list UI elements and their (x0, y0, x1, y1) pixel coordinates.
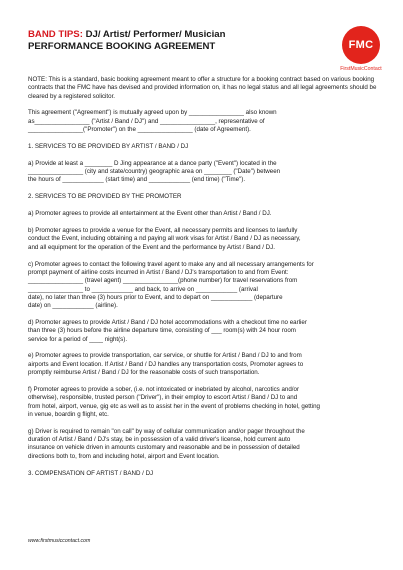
s2-c-line-1: c) Promoter agrees to contact the following travel agent to make any and all necessary arrangements for (28, 260, 314, 268)
s2-b-line-1: b) Promoter agrees to provide a venue for the Event, all necessary permits and licenses to lawfully (28, 227, 298, 235)
s2-c-line-3: ________________ (travel agent) ________________(phone number) for travel reservations from (28, 277, 298, 285)
document-header (28, 29, 225, 40)
s2-c-line-5: date), no later than three (3) hours prior to Event, and to depart on ____________ (departure (28, 293, 283, 301)
s2-e-line-2: airports and Event location. If Artist / Band / DJ handles any transportation costs, Promoter agrees to (28, 360, 304, 368)
intro-line-1: This agreement ("Agreement") is mutually agreed upon by ________________ also known (28, 109, 277, 117)
intro-line-2: as________________ ("Artist / Band / DJ") and ________________, representative of (28, 117, 265, 125)
s2-c-line-2: prompt payment of airline costs incurred in Artist / Band / DJ's transportation to and from Event: (28, 268, 289, 276)
s2-b-line-3: and all equipment for the operation of the Event and the performance by Artist / Band / DJ. (28, 243, 275, 251)
s1-a-line-3: the hours of ____________ (start time) and ____________ (end time) ("Time"). (28, 176, 246, 184)
s2-e-line-1: e) Promoter agrees to provide transportation, car service, or shuttle for Artist / Band / DJ to and from (28, 352, 302, 360)
s2-d-line-1: d) Promoter agrees to provide Artist / Band / DJ hotel accommodations with a checkout time no earlier (28, 318, 307, 326)
document-title: PERFORMANCE BOOKING AGREEMENT (28, 41, 216, 52)
section-1-heading: 1. SERVICES TO BE PROVIDED BY ARTIST / BAND / DJ (28, 142, 189, 150)
s2-g-line-2: duration of Artist / Band / DJ's stay, be in possession of a valid driver's license, hold current auto (28, 436, 291, 444)
s2-f-line-2: otherwise), responsible, trusted person ("Driver"), in their employ to escort Artist / Band / DJ to and (28, 394, 298, 402)
section-3-heading: 3. COMPENSATION OF ARTIST / BAND / DJ (28, 469, 154, 477)
s2-f-line-1: f) Promoter agrees to provide a sober, (i.e. not intoxicated or inebriated by alcohol, narcotics and/or (28, 385, 300, 393)
fmc-logo-caption: FirstMusicContact (340, 66, 382, 72)
s2-c-line-4: ________________ to ____________ and back, to arrive on ____________ (arrival (28, 285, 258, 293)
intro-line-3: ________________("Promoter") on the ________________ (date of Agreement). (28, 126, 251, 134)
s1-a-line-2: ________________ (city and state/country) geographic area on ________ ("Date") between (28, 168, 281, 176)
note-paragraph: NOTE: This is a standard, basic booking agreement meant to offer a structure for a booking contract based on various booking contracts that the FMC have has devised and provided information on, it has no legal status and all legal agreements should be cleared by a registered solicitor. (28, 76, 377, 100)
s2-f-line-3: from hotel, airport, venue, gig etc as well as to assist her in the event of problems checking in hotel, getting (28, 402, 320, 410)
s2-g-line-1: g) Driver is required to remain "on call" by way of cellular communication and/or pager throughout the (28, 427, 305, 435)
band-tips-label: BAND TIPS: (28, 29, 83, 40)
s2-c-line-6: date) on ____________ (airline). (28, 302, 118, 310)
s1-a-line-1: a) Provide at least a ________ D Jing appearance at a dance party ("Event") located in the (28, 159, 277, 167)
s2-g-line-4: directions both to, from and including hotel, airport and Event location. (28, 452, 220, 460)
fmc-logo (336, 26, 386, 72)
s2-f-line-4: in venue, boardin g flight, etc. (28, 410, 109, 418)
header-subtitle: DJ/ Artist/ Performer/ Musician (85, 29, 226, 40)
s2-d-line-2: than three (3) hours before the airline departure time, consisting of ___ room(s) with 24 hour room (28, 327, 296, 335)
footer-url: www.firstmusiccontact.com (28, 538, 91, 544)
s2-b-line-2: conduct the Event, including obtaining a nd paying all work visas for Artist / Band / DJ as necessary, (28, 235, 301, 243)
agreement-body (28, 76, 378, 478)
s2-e-line-3: promptly reimburse Artist / Band / DJ for the reasonable costs of such transportation. (28, 369, 260, 377)
fmc-logo-badge: FMC (342, 26, 380, 64)
section-2-heading: 2. SERVICES TO BE PROVIDED BY THE PROMOTER (28, 193, 182, 201)
s2-d-line-3: service for a period of ____ night(s). (28, 335, 128, 343)
s2-g-line-3: insurance on vehicle driven in amounts customary and reasonable and be in possession of detailed (28, 444, 300, 452)
s2-a-line-1: a) Promoter agrees to provide all entertainment at the Event other than Artist / Band / DJ. (28, 210, 272, 218)
